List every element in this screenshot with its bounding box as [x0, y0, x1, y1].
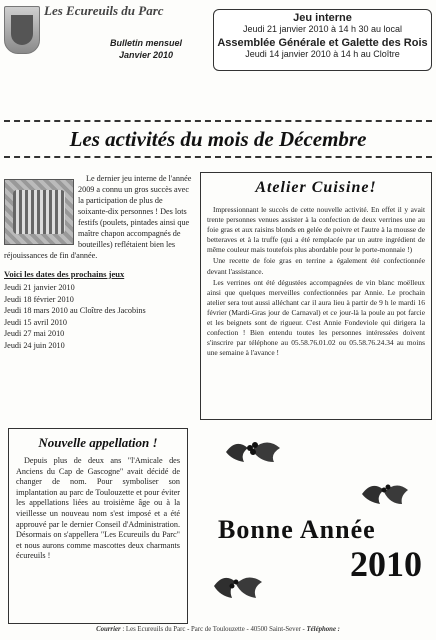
date-item: Jeudi 18 février 2010 — [4, 294, 74, 304]
appellation-title: Nouvelle appellation ! — [38, 435, 158, 450]
event1-detail: Jeudi 21 janvier 2010 à 14 h 30 au local — [242, 24, 403, 34]
date-item: Jeudi 15 avril 2010 — [4, 317, 67, 327]
activities-section — [4, 173, 194, 352]
event2-title: Assemblée Générale et Galette des Rois — [217, 37, 428, 49]
footer-label: Courrier — [96, 626, 121, 633]
atelier-title: Atelier Cuisine! — [255, 179, 377, 196]
date-item: Jeudi 21 janvier 2010 — [4, 283, 75, 292]
crest-icon — [11, 15, 33, 45]
event2-detail: Jeudi 14 janvier 2010 à 14 h au Cloître — [245, 49, 400, 59]
dates-title: Voici les dates des prochains jeux — [4, 269, 125, 279]
club-logo — [4, 6, 40, 54]
new-year-greeting — [218, 515, 428, 585]
upcoming-events-box — [213, 9, 432, 71]
footer-address: : Les Ecureuils du Parc - Parc de Toulouzette - 40500 Saint-Sever - — [122, 626, 305, 633]
appellation-text: Depuis plus de deux ans "l'Amicale des Anciens du Cap de Gascogne" avait décidé de changer de nom. Pour symboliser son implantation au parc de Toulouzette et pour éviter les appellations liées au troisième âge ou à la vieillesse un nouveau nom s'est imposé et a été approuvé par le dernier Conseil d'Administration. Désormais on s'appellera "Les Ecureuils du Parc" et nous aurons comme mascottes deux charmants écureuils ! — [16, 456, 180, 561]
dates-list — [4, 282, 194, 352]
date-item: Jeudi 27 mai 2010 — [4, 329, 65, 339]
footer — [0, 626, 436, 633]
atelier-paragraph: Impressionnant le succès de cette nouvelle activité. En effet il y avait trente personnes venues assister à la confection de deux verrines une au foie gras et aux raisins blonds en gelée de poivre et l'autre à la mousse de betteraves et à la truffe (qui a été remplacée par un autre ingrédient de même couleur mais toutefois plus abordable pour le porte-monnaie !) — [207, 205, 425, 255]
playing-cards-icon — [13, 190, 65, 234]
date-item: Jeudi 24 juin 2010 — [4, 340, 65, 350]
appellation-box — [8, 428, 188, 624]
bulletin-date: Janvier 2010 — [118, 50, 174, 60]
holly-icon — [360, 478, 410, 506]
date-item: Jeudi 18 mars 2010 au Cloître des Jacobins — [4, 306, 146, 316]
page-title: Les activités du mois de Décembre — [69, 127, 367, 151]
event1-title: Jeu interne — [293, 12, 352, 24]
bulletin-label: Bulletin mensuel — [109, 38, 182, 48]
bulletin-info — [98, 37, 194, 61]
cards-photo — [4, 179, 74, 245]
footer-phone-label: Téléphone : — [306, 626, 340, 633]
atelier-box — [200, 172, 432, 420]
greeting-year: 2010 — [350, 544, 422, 584]
atelier-paragraph: Les verrines ont été dégustées accompagnées de vin blanc moëlleux ainsi que quelques merveilles confectionnées par Annie. Le prochain atelier sera tout aussi alléchant car il aura lieu à partir de 9 h le mardi 16 février (Mardi-Gras jour de Carnaval) et ce jour-là la poule au pot farcie et les beignets sont de rigueur. C'est Annie Fondeviole qui dirigera la confection ! Bien entendu toutes les personnes intéressées doivent s'inscrire par téléphone au 05.58.76.01.02 ou 05.58.76.24.34 au moins une semaine à l'avance ! — [207, 277, 425, 358]
atelier-paragraph: Une recette de foie gras en terrine a également été confectionnée devant l'assistance. — [207, 256, 425, 276]
holly-icon — [222, 432, 294, 466]
club-name: Les Ecureuils du Parc — [44, 3, 164, 18]
section-banner — [4, 120, 432, 158]
greeting-line1: Bonne Année — [218, 515, 376, 544]
activities-paragraph: Le dernier jeu interne de l'année 2009 a connu un gros succès avec la participation de plus de soixante-dix personnes ! Des lots festifs (poulets, pintades ainsi que maître chapon accompagnés de bouteilles) reflétaient bien les réjouissances de fin d'année. — [4, 174, 192, 260]
